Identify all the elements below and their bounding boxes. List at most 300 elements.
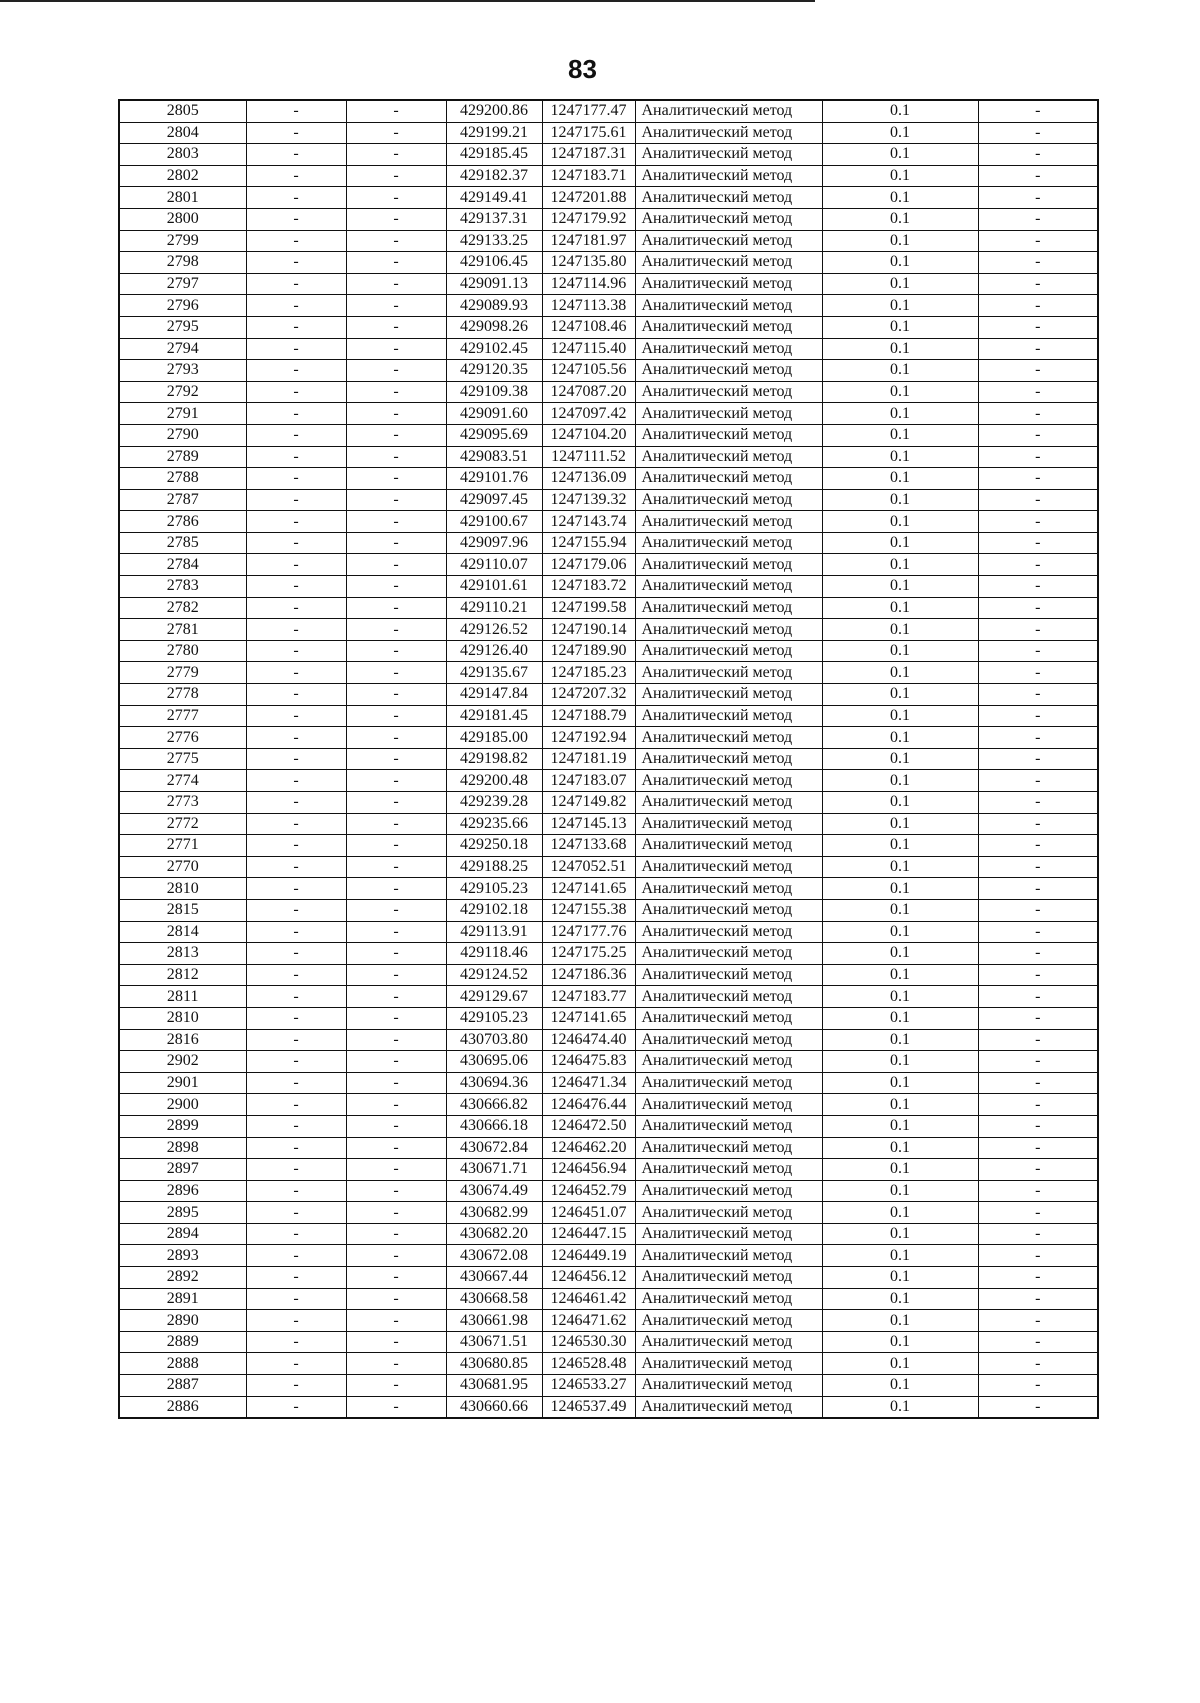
col2-cell: -	[246, 360, 346, 382]
x-coordinate-cell: 429137.31	[446, 208, 542, 230]
accuracy-cell: 0.1	[822, 1051, 978, 1073]
col2-cell: -	[246, 899, 346, 921]
table-row	[119, 1180, 1098, 1202]
y-coordinate-cell: 1246471.34	[542, 1072, 635, 1094]
point-number-cell: 2891	[119, 1288, 246, 1310]
table-row	[119, 144, 1098, 166]
point-number-cell: 2889	[119, 1331, 246, 1353]
x-coordinate-cell: 429097.45	[446, 489, 542, 511]
col3-cell: -	[346, 878, 446, 900]
col8-cell: -	[978, 316, 1098, 338]
col8-cell: -	[978, 381, 1098, 403]
table-row	[119, 792, 1098, 814]
table-row	[119, 1267, 1098, 1289]
y-coordinate-cell: 1247183.07	[542, 770, 635, 792]
table-row	[119, 446, 1098, 468]
col3-cell: -	[346, 208, 446, 230]
accuracy-cell: 0.1	[822, 122, 978, 144]
table-row	[119, 576, 1098, 598]
col8-cell: -	[978, 835, 1098, 857]
table-row	[119, 835, 1098, 857]
y-coordinate-cell: 1246447.15	[542, 1223, 635, 1245]
col2-cell: -	[246, 856, 346, 878]
col2-cell: -	[246, 1267, 346, 1289]
accuracy-cell: 0.1	[822, 1180, 978, 1202]
col2-cell: -	[246, 619, 346, 641]
point-number-cell: 2814	[119, 921, 246, 943]
col3-cell: -	[346, 792, 446, 814]
col8-cell: -	[978, 792, 1098, 814]
col3-cell: -	[346, 1072, 446, 1094]
accuracy-cell: 0.1	[822, 381, 978, 403]
col2-cell: -	[246, 316, 346, 338]
col8-cell: -	[978, 684, 1098, 706]
col3-cell: -	[346, 1007, 446, 1029]
col3-cell: -	[346, 1159, 446, 1181]
col8-cell: -	[978, 1115, 1098, 1137]
y-coordinate-cell: 1246528.48	[542, 1353, 635, 1375]
col3-cell: -	[346, 1137, 446, 1159]
x-coordinate-cell: 430666.82	[446, 1094, 542, 1116]
table-row	[119, 1331, 1098, 1353]
col2-cell: -	[246, 144, 346, 166]
accuracy-cell: 0.1	[822, 1353, 978, 1375]
col3-cell: -	[346, 770, 446, 792]
method-cell: Аналитический метод	[635, 921, 822, 943]
x-coordinate-cell: 430703.80	[446, 1029, 542, 1051]
accuracy-cell: 0.1	[822, 424, 978, 446]
x-coordinate-cell: 430660.66	[446, 1396, 542, 1418]
col8-cell: -	[978, 1310, 1098, 1332]
col3-cell: -	[346, 1094, 446, 1116]
method-cell: Аналитический метод	[635, 1007, 822, 1029]
x-coordinate-cell: 430672.08	[446, 1245, 542, 1267]
method-cell: Аналитический метод	[635, 813, 822, 835]
method-cell: Аналитический метод	[635, 446, 822, 468]
col2-cell: -	[246, 1245, 346, 1267]
col8-cell: -	[978, 1396, 1098, 1418]
point-number-cell: 2887	[119, 1375, 246, 1397]
point-number-cell: 2897	[119, 1159, 246, 1181]
col3-cell: -	[346, 532, 446, 554]
point-number-cell: 2783	[119, 576, 246, 598]
method-cell: Аналитический метод	[635, 1353, 822, 1375]
accuracy-cell: 0.1	[822, 856, 978, 878]
col2-cell: -	[246, 446, 346, 468]
x-coordinate-cell: 429120.35	[446, 360, 542, 382]
accuracy-cell: 0.1	[822, 1007, 978, 1029]
col8-cell: -	[978, 1180, 1098, 1202]
y-coordinate-cell: 1247115.40	[542, 338, 635, 360]
accuracy-cell: 0.1	[822, 165, 978, 187]
accuracy-cell: 0.1	[822, 727, 978, 749]
table-row	[119, 1159, 1098, 1181]
method-cell: Аналитический метод	[635, 1223, 822, 1245]
x-coordinate-cell: 429105.23	[446, 1007, 542, 1029]
x-coordinate-cell: 430671.71	[446, 1159, 542, 1181]
method-cell: Аналитический метод	[635, 338, 822, 360]
col8-cell: -	[978, 338, 1098, 360]
method-cell: Аналитический метод	[635, 295, 822, 317]
table-row	[119, 489, 1098, 511]
col3-cell: -	[346, 338, 446, 360]
col2-cell: -	[246, 165, 346, 187]
point-number-cell: 2811	[119, 986, 246, 1008]
y-coordinate-cell: 1247192.94	[542, 727, 635, 749]
y-coordinate-cell: 1246461.42	[542, 1288, 635, 1310]
method-cell: Аналитический метод	[635, 1245, 822, 1267]
y-coordinate-cell: 1247111.52	[542, 446, 635, 468]
col8-cell: -	[978, 1223, 1098, 1245]
col8-cell: -	[978, 1072, 1098, 1094]
col8-cell: -	[978, 1159, 1098, 1181]
col2-cell: -	[246, 1094, 346, 1116]
col8-cell: -	[978, 899, 1098, 921]
coordinates-table	[118, 99, 1099, 1419]
table-row	[119, 122, 1098, 144]
point-number-cell: 2785	[119, 532, 246, 554]
point-number-cell: 2899	[119, 1115, 246, 1137]
y-coordinate-cell: 1246449.19	[542, 1245, 635, 1267]
method-cell: Аналитический метод	[635, 1310, 822, 1332]
col8-cell: -	[978, 230, 1098, 252]
col2-cell: -	[246, 576, 346, 598]
method-cell: Аналитический метод	[635, 511, 822, 533]
method-cell: Аналитический метод	[635, 360, 822, 382]
method-cell: Аналитический метод	[635, 1051, 822, 1073]
x-coordinate-cell: 430671.51	[446, 1331, 542, 1353]
table-row	[119, 295, 1098, 317]
method-cell: Аналитический метод	[635, 1137, 822, 1159]
accuracy-cell: 0.1	[822, 338, 978, 360]
col3-cell: -	[346, 813, 446, 835]
accuracy-cell: 0.1	[822, 1375, 978, 1397]
col8-cell: -	[978, 122, 1098, 144]
method-cell: Аналитический метод	[635, 705, 822, 727]
col8-cell: -	[978, 1029, 1098, 1051]
accuracy-cell: 0.1	[822, 468, 978, 490]
col3-cell: -	[346, 597, 446, 619]
point-number-cell: 2793	[119, 360, 246, 382]
col2-cell: -	[246, 424, 346, 446]
table-row	[119, 1353, 1098, 1375]
table-row	[119, 705, 1098, 727]
page-number: 83	[568, 54, 597, 84]
col3-cell: -	[346, 1245, 446, 1267]
col2-cell: -	[246, 1310, 346, 1332]
method-cell: Аналитический метод	[635, 165, 822, 187]
col3-cell: -	[346, 727, 446, 749]
method-cell: Аналитический метод	[635, 403, 822, 425]
point-number-cell: 2816	[119, 1029, 246, 1051]
x-coordinate-cell: 430674.49	[446, 1180, 542, 1202]
col8-cell: -	[978, 1007, 1098, 1029]
accuracy-cell: 0.1	[822, 576, 978, 598]
col3-cell: -	[346, 316, 446, 338]
accuracy-cell: 0.1	[822, 1094, 978, 1116]
table-row	[119, 1072, 1098, 1094]
method-cell: Аналитический метод	[635, 381, 822, 403]
accuracy-cell: 0.1	[822, 1115, 978, 1137]
point-number-cell: 2770	[119, 856, 246, 878]
x-coordinate-cell: 429129.67	[446, 986, 542, 1008]
col8-cell: -	[978, 100, 1098, 122]
table-row	[119, 403, 1098, 425]
table-row	[119, 252, 1098, 274]
y-coordinate-cell: 1247141.65	[542, 1007, 635, 1029]
method-cell: Аналитический метод	[635, 1180, 822, 1202]
col3-cell: -	[346, 187, 446, 209]
x-coordinate-cell: 429089.93	[446, 295, 542, 317]
x-coordinate-cell: 429101.61	[446, 576, 542, 598]
col3-cell: -	[346, 468, 446, 490]
method-cell: Аналитический метод	[635, 662, 822, 684]
accuracy-cell: 0.1	[822, 532, 978, 554]
table-row	[119, 532, 1098, 554]
y-coordinate-cell: 1247177.76	[542, 921, 635, 943]
x-coordinate-cell: 429124.52	[446, 964, 542, 986]
point-number-cell: 2773	[119, 792, 246, 814]
point-number-cell: 2787	[119, 489, 246, 511]
col2-cell: -	[246, 1115, 346, 1137]
col8-cell: -	[978, 856, 1098, 878]
x-coordinate-cell: 429181.45	[446, 705, 542, 727]
y-coordinate-cell: 1247207.32	[542, 684, 635, 706]
method-cell: Аналитический метод	[635, 1288, 822, 1310]
col3-cell: -	[346, 1267, 446, 1289]
col2-cell: -	[246, 468, 346, 490]
y-coordinate-cell: 1247187.31	[542, 144, 635, 166]
col8-cell: -	[978, 273, 1098, 295]
point-number-cell: 2781	[119, 619, 246, 641]
x-coordinate-cell: 429113.91	[446, 921, 542, 943]
col3-cell: -	[346, 943, 446, 965]
method-cell: Аналитический метод	[635, 792, 822, 814]
col2-cell: -	[246, 554, 346, 576]
col8-cell: -	[978, 705, 1098, 727]
col8-cell: -	[978, 748, 1098, 770]
col3-cell: -	[346, 511, 446, 533]
col3-cell: -	[346, 295, 446, 317]
method-cell: Аналитический метод	[635, 230, 822, 252]
method-cell: Аналитический метод	[635, 1115, 822, 1137]
y-coordinate-cell: 1247114.96	[542, 273, 635, 295]
method-cell: Аналитический метод	[635, 576, 822, 598]
col8-cell: -	[978, 964, 1098, 986]
y-coordinate-cell: 1247155.94	[542, 532, 635, 554]
y-coordinate-cell: 1247133.68	[542, 835, 635, 857]
x-coordinate-cell: 429200.48	[446, 770, 542, 792]
col8-cell: -	[978, 187, 1098, 209]
col2-cell: -	[246, 597, 346, 619]
table-row	[119, 338, 1098, 360]
point-number-cell: 2788	[119, 468, 246, 490]
point-number-cell: 2805	[119, 100, 246, 122]
accuracy-cell: 0.1	[822, 100, 978, 122]
col2-cell: -	[246, 813, 346, 835]
x-coordinate-cell: 430681.95	[446, 1375, 542, 1397]
table-row	[119, 1375, 1098, 1397]
col8-cell: -	[978, 921, 1098, 943]
method-cell: Аналитический метод	[635, 1331, 822, 1353]
accuracy-cell: 0.1	[822, 1072, 978, 1094]
table-row	[119, 1245, 1098, 1267]
col3-cell: -	[346, 964, 446, 986]
point-number-cell: 2892	[119, 1267, 246, 1289]
y-coordinate-cell: 1246456.94	[542, 1159, 635, 1181]
point-number-cell: 2901	[119, 1072, 246, 1094]
table-row	[119, 770, 1098, 792]
table-row	[119, 662, 1098, 684]
point-number-cell: 2886	[119, 1396, 246, 1418]
y-coordinate-cell: 1247183.72	[542, 576, 635, 598]
col3-cell: -	[346, 165, 446, 187]
accuracy-cell: 0.1	[822, 144, 978, 166]
method-cell: Аналитический метод	[635, 1375, 822, 1397]
col8-cell: -	[978, 403, 1098, 425]
col3-cell: -	[346, 1051, 446, 1073]
table-row	[119, 208, 1098, 230]
col8-cell: -	[978, 1353, 1098, 1375]
col8-cell: -	[978, 943, 1098, 965]
col2-cell: -	[246, 792, 346, 814]
col8-cell: -	[978, 360, 1098, 382]
accuracy-cell: 0.1	[822, 554, 978, 576]
table-row	[119, 273, 1098, 295]
col2-cell: -	[246, 532, 346, 554]
table-row	[119, 316, 1098, 338]
x-coordinate-cell: 430680.85	[446, 1353, 542, 1375]
col2-cell: -	[246, 187, 346, 209]
col3-cell: -	[346, 1331, 446, 1353]
col3-cell: -	[346, 1310, 446, 1332]
col2-cell: -	[246, 122, 346, 144]
y-coordinate-cell: 1247136.09	[542, 468, 635, 490]
point-number-cell: 2792	[119, 381, 246, 403]
accuracy-cell: 0.1	[822, 1331, 978, 1353]
col8-cell: -	[978, 662, 1098, 684]
method-cell: Аналитический метод	[635, 943, 822, 965]
x-coordinate-cell: 429091.13	[446, 273, 542, 295]
col8-cell: -	[978, 770, 1098, 792]
col3-cell: -	[346, 1353, 446, 1375]
table-row	[119, 597, 1098, 619]
col2-cell: -	[246, 748, 346, 770]
table-row	[119, 684, 1098, 706]
x-coordinate-cell: 430682.99	[446, 1202, 542, 1224]
table-row	[119, 899, 1098, 921]
x-coordinate-cell: 430682.20	[446, 1223, 542, 1245]
y-coordinate-cell: 1247179.06	[542, 554, 635, 576]
method-cell: Аналитический метод	[635, 835, 822, 857]
method-cell: Аналитический метод	[635, 770, 822, 792]
col2-cell: -	[246, 640, 346, 662]
method-cell: Аналитический метод	[635, 1396, 822, 1418]
col2-cell: -	[246, 403, 346, 425]
accuracy-cell: 0.1	[822, 1245, 978, 1267]
method-cell: Аналитический метод	[635, 964, 822, 986]
point-number-cell: 2896	[119, 1180, 246, 1202]
table-row	[119, 856, 1098, 878]
col8-cell: -	[978, 619, 1098, 641]
col3-cell: -	[346, 640, 446, 662]
accuracy-cell: 0.1	[822, 1396, 978, 1418]
point-number-cell: 2810	[119, 878, 246, 900]
method-cell: Аналитический метод	[635, 684, 822, 706]
x-coordinate-cell: 429126.52	[446, 619, 542, 641]
accuracy-cell: 0.1	[822, 273, 978, 295]
col3-cell: -	[346, 684, 446, 706]
accuracy-cell: 0.1	[822, 943, 978, 965]
point-number-cell: 2772	[119, 813, 246, 835]
method-cell: Аналитический метод	[635, 856, 822, 878]
table-row	[119, 1051, 1098, 1073]
x-coordinate-cell: 429250.18	[446, 835, 542, 857]
y-coordinate-cell: 1247189.90	[542, 640, 635, 662]
x-coordinate-cell: 429102.18	[446, 899, 542, 921]
y-coordinate-cell: 1246472.50	[542, 1115, 635, 1137]
y-coordinate-cell: 1246462.20	[542, 1137, 635, 1159]
x-coordinate-cell: 429098.26	[446, 316, 542, 338]
accuracy-cell: 0.1	[822, 446, 978, 468]
accuracy-cell: 0.1	[822, 1137, 978, 1159]
point-number-cell: 2779	[119, 662, 246, 684]
accuracy-cell: 0.1	[822, 619, 978, 641]
accuracy-cell: 0.1	[822, 640, 978, 662]
y-coordinate-cell: 1247183.77	[542, 986, 635, 1008]
x-coordinate-cell: 429110.21	[446, 597, 542, 619]
x-coordinate-cell: 429105.23	[446, 878, 542, 900]
accuracy-cell: 0.1	[822, 813, 978, 835]
y-coordinate-cell: 1247181.19	[542, 748, 635, 770]
method-cell: Аналитический метод	[635, 1094, 822, 1116]
col8-cell: -	[978, 813, 1098, 835]
point-number-cell: 2786	[119, 511, 246, 533]
accuracy-cell: 0.1	[822, 1267, 978, 1289]
table-row	[119, 1115, 1098, 1137]
accuracy-cell: 0.1	[822, 964, 978, 986]
col2-cell: -	[246, 1202, 346, 1224]
col2-cell: -	[246, 835, 346, 857]
accuracy-cell: 0.1	[822, 360, 978, 382]
col2-cell: -	[246, 943, 346, 965]
x-coordinate-cell: 430667.44	[446, 1267, 542, 1289]
method-cell: Аналитический метод	[635, 316, 822, 338]
table-row	[119, 748, 1098, 770]
col3-cell: -	[346, 230, 446, 252]
method-cell: Аналитический метод	[635, 597, 822, 619]
col2-cell: -	[246, 1007, 346, 1029]
col3-cell: -	[346, 619, 446, 641]
accuracy-cell: 0.1	[822, 208, 978, 230]
col8-cell: -	[978, 165, 1098, 187]
col8-cell: -	[978, 468, 1098, 490]
method-cell: Аналитический метод	[635, 640, 822, 662]
col2-cell: -	[246, 230, 346, 252]
col3-cell: -	[346, 856, 446, 878]
col2-cell: -	[246, 1137, 346, 1159]
accuracy-cell: 0.1	[822, 770, 978, 792]
point-number-cell: 2789	[119, 446, 246, 468]
method-cell: Аналитический метод	[635, 489, 822, 511]
x-coordinate-cell: 429133.25	[446, 230, 542, 252]
accuracy-cell: 0.1	[822, 295, 978, 317]
col2-cell: -	[246, 295, 346, 317]
point-number-cell: 2902	[119, 1051, 246, 1073]
col3-cell: -	[346, 1288, 446, 1310]
accuracy-cell: 0.1	[822, 921, 978, 943]
col8-cell: -	[978, 1375, 1098, 1397]
